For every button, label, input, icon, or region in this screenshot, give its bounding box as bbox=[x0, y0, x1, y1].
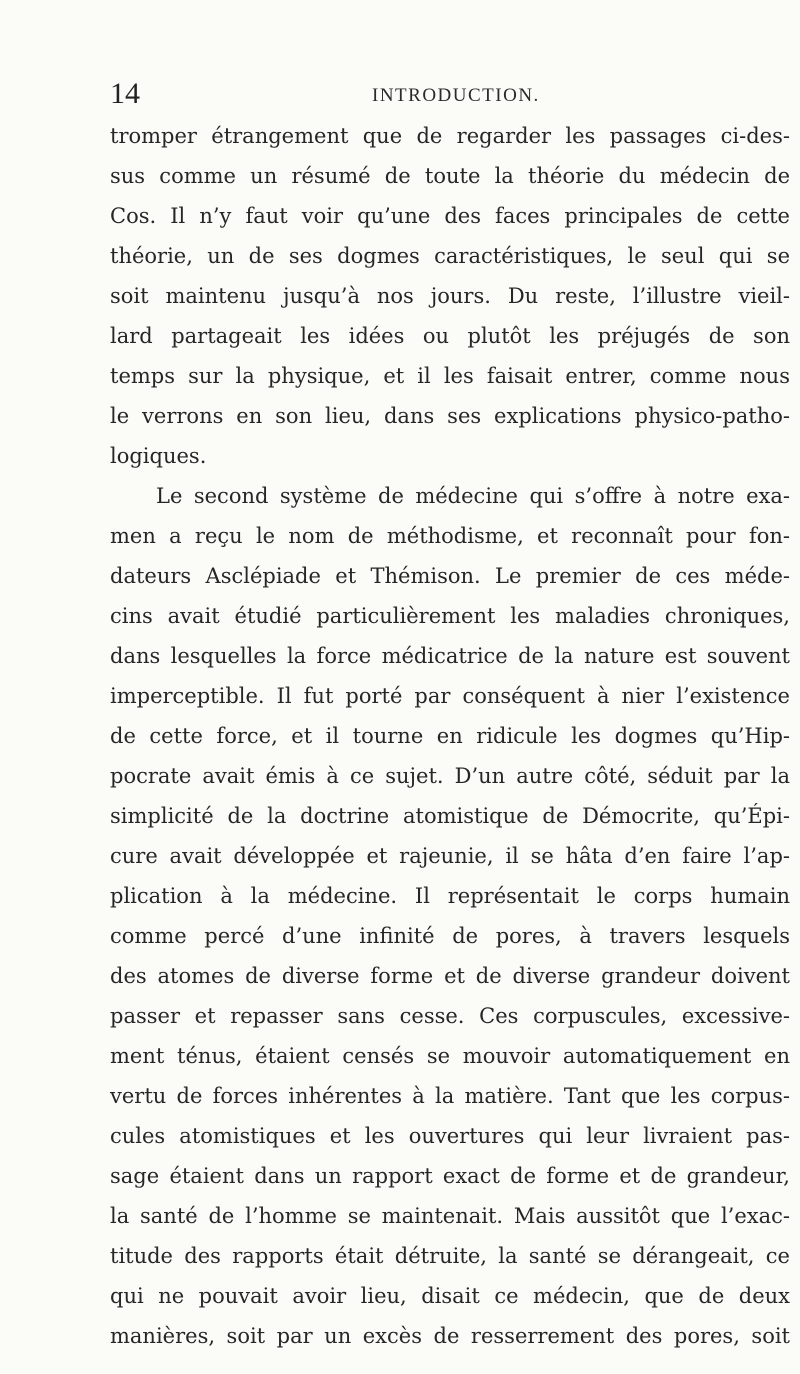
text-line: Cos. Il n’y faut voir qu’une des faces principales de cette bbox=[110, 204, 790, 228]
text-line: imperceptible. Il fut porté par conséquent à nier l’existence bbox=[110, 684, 790, 708]
text-line: cure avait développée et rajeunie, il se hâta d’en faire l’ap- bbox=[110, 844, 790, 868]
text-line: Le second système de médecine qui s’offre à notre exa- bbox=[156, 484, 790, 508]
text-line: passer et repasser sans cesse. Ces corpuscules, excessive- bbox=[110, 1004, 790, 1028]
text-line: le verrons en son lieu, dans ses explications physico-patho- bbox=[110, 404, 790, 428]
text-line: ment ténus, étaient censés se mouvoir automatiquement en bbox=[110, 1044, 790, 1068]
text-line: dateurs Asclépiade et Thémison. Le premier de ces méde- bbox=[110, 564, 790, 588]
page-number: 14 bbox=[110, 77, 140, 110]
text-line: théorie, un de ses dogmes caractéristiques, le seul qui se bbox=[110, 244, 790, 268]
text-line: men a reçu le nom de méthodisme, et reconnaît pour fon- bbox=[110, 524, 790, 548]
text-line: dans lesquelles la force médicatrice de la nature est souvent bbox=[110, 644, 790, 668]
text-line: pocrate avait émis à ce sujet. D’un autre côté, séduit par la bbox=[110, 764, 790, 788]
text-line: de cette force, et il tourne en ridicule les dogmes qu’Hip- bbox=[110, 724, 790, 748]
text-line: manières, soit par un excès de resserrement des pores, soit bbox=[110, 1324, 790, 1348]
text-line: des atomes de diverse forme et de diverse grandeur doivent bbox=[110, 964, 790, 988]
text-line: sage étaient dans un rapport exact de forme et de grandeur, bbox=[110, 1164, 790, 1188]
text-line: comme percé d’une infinité de pores, à travers lesquels bbox=[110, 924, 790, 948]
text-line: logiques. bbox=[110, 444, 207, 468]
text-line: temps sur la physique, et il les faisait entrer, comme nous bbox=[110, 364, 790, 388]
text-line: lard partageait les idées ou plutôt les préjugés de son bbox=[110, 324, 790, 348]
text-line: cins avait étudié particulièrement les maladies chroniques, bbox=[110, 604, 790, 628]
text-line: qui ne pouvait avoir lieu, disait ce médecin, que de deux bbox=[110, 1284, 790, 1308]
running-head: INTRODUCTION. bbox=[372, 85, 540, 106]
page-header bbox=[110, 74, 750, 114]
text-line: la santé de l’homme se maintenait. Mais aussitôt que l’exac- bbox=[110, 1204, 790, 1228]
text-line: simplicité de la doctrine atomistique de Démocrite, qu’Épi- bbox=[110, 804, 790, 828]
text-line: titude des rapports était détruite, la santé se dérangeait, ce bbox=[110, 1244, 790, 1268]
text-line: tromper étrangement que de regarder les passages ci-des- bbox=[110, 124, 790, 148]
text-line: soit maintenu jusqu’à nos jours. Du reste, l’illustre vieil- bbox=[110, 284, 790, 308]
text-line: sus comme un résumé de toute la théorie du médecin de bbox=[110, 164, 790, 188]
text-line: cules atomistiques et les ouvertures qui leur livraient pas- bbox=[110, 1124, 790, 1148]
text-line: plication à la médecine. Il représentait le corps humain bbox=[110, 884, 790, 908]
body-text bbox=[110, 116, 790, 1356]
text-line: vertu de forces inhérentes à la matière. Tant que les corpus- bbox=[110, 1084, 790, 1108]
